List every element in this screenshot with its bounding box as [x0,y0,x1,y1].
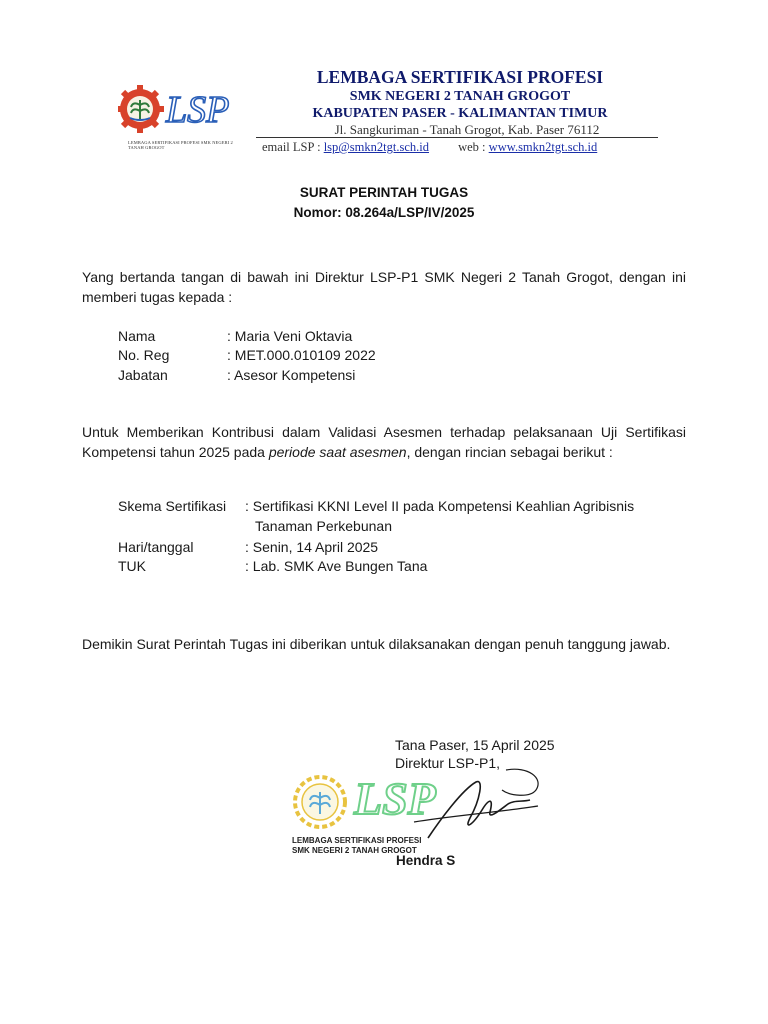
lsp-logo [118,82,233,152]
scheme-value [245,496,685,536]
date-label: Hari/tanggal [118,539,194,555]
position-label: Jabatan [118,367,168,383]
stamp-caption-line-1: LEMBAGA SERTIFIKASI PROFESI [292,836,422,845]
org-name: LEMBAGA SERTIFIKASI PROFESI [316,67,604,87]
lsp-gear-leaf-icon [118,82,230,142]
name-label: Nama [118,328,156,344]
purpose-text-before: Untuk Memberikan Kontribusi dalam Validasi Asesmen terhadap pelaksanaan Uji Sertifikasi Kompetensi tahun 2025 pada [82,424,686,460]
email-link[interactable]: lsp@smkn2tgt.sch.id [323,140,429,154]
header-divider [256,137,658,138]
document-title: SURAT PERINTAH TUGAS [299,185,469,200]
intro-paragraph: Yang bertanda tangan di bawah ini Direktur LSP-P1 SMK Negeri 2 Tanah Grogot, dengan ini memberi tugas kepada : [82,269,686,305]
web-link[interactable]: www.smkn2tgt.sch.id [488,140,598,154]
tuk-value: : Lab. SMK Ave Bungen Tana [245,558,428,574]
contact-line [262,140,672,155]
closing-paragraph: Demikin Surat Perintah Tugas ini diberikan untuk dilaksanakan dengan penuh tanggung jawab. [82,636,671,652]
address: Jl. Sangkuriman - Tanah Grogot, Kab. Paser 76112 [334,122,600,137]
place-date: Tana Paser, 15 April 2025 [395,737,555,753]
school-name: SMK NEGERI 2 TANAH GROGOT [349,89,571,104]
stamp-caption-line-2: SMK NEGERI 2 TANAH GROGOT [292,846,417,855]
stamp-text: LSP [354,773,436,824]
logo-caption: LEMBAGA SERTIFIKASI PROFESI SMK NEGERI 2 TANAH GROGOT [128,140,233,150]
handwritten-signature [410,760,560,850]
letterhead-title [250,66,670,122]
web-label: web : [458,140,489,154]
position-value: : Asesor Kompetensi [227,367,356,383]
purpose-paragraph [82,422,686,462]
logo-text: LSP [166,89,230,131]
purpose-emphasis: periode saat asesmen [268,444,407,460]
name-value: : Maria Veni Oktavia [227,328,353,344]
signer-name: Hendra S [396,853,456,868]
document-number: Nomor: 08.264a/LSP/IV/2025 [293,205,475,220]
scheme-value-line-1: : Sertifikasi KKNI Level II pada Kompetensi Keahlian Agribisnis [245,498,635,514]
scheme-label: Skema Sertifikasi [118,498,227,514]
signer-role: Direktur LSP-P1, [395,755,501,771]
scheme-value-line-2: Tanaman Perkebunan [255,518,392,534]
reg-label: No. Reg [118,347,170,363]
purpose-text-after: , dengan rincian sebagai berikut : [406,444,613,460]
date-value: : Senin, 14 April 2025 [245,539,379,555]
email-label: email LSP : [262,140,324,154]
reg-value: : MET.000.010109 2022 [227,347,376,363]
tuk-label: TUK [118,558,146,574]
region-name: KABUPATEN PASER - KALIMANTAN TIMUR [312,106,608,121]
